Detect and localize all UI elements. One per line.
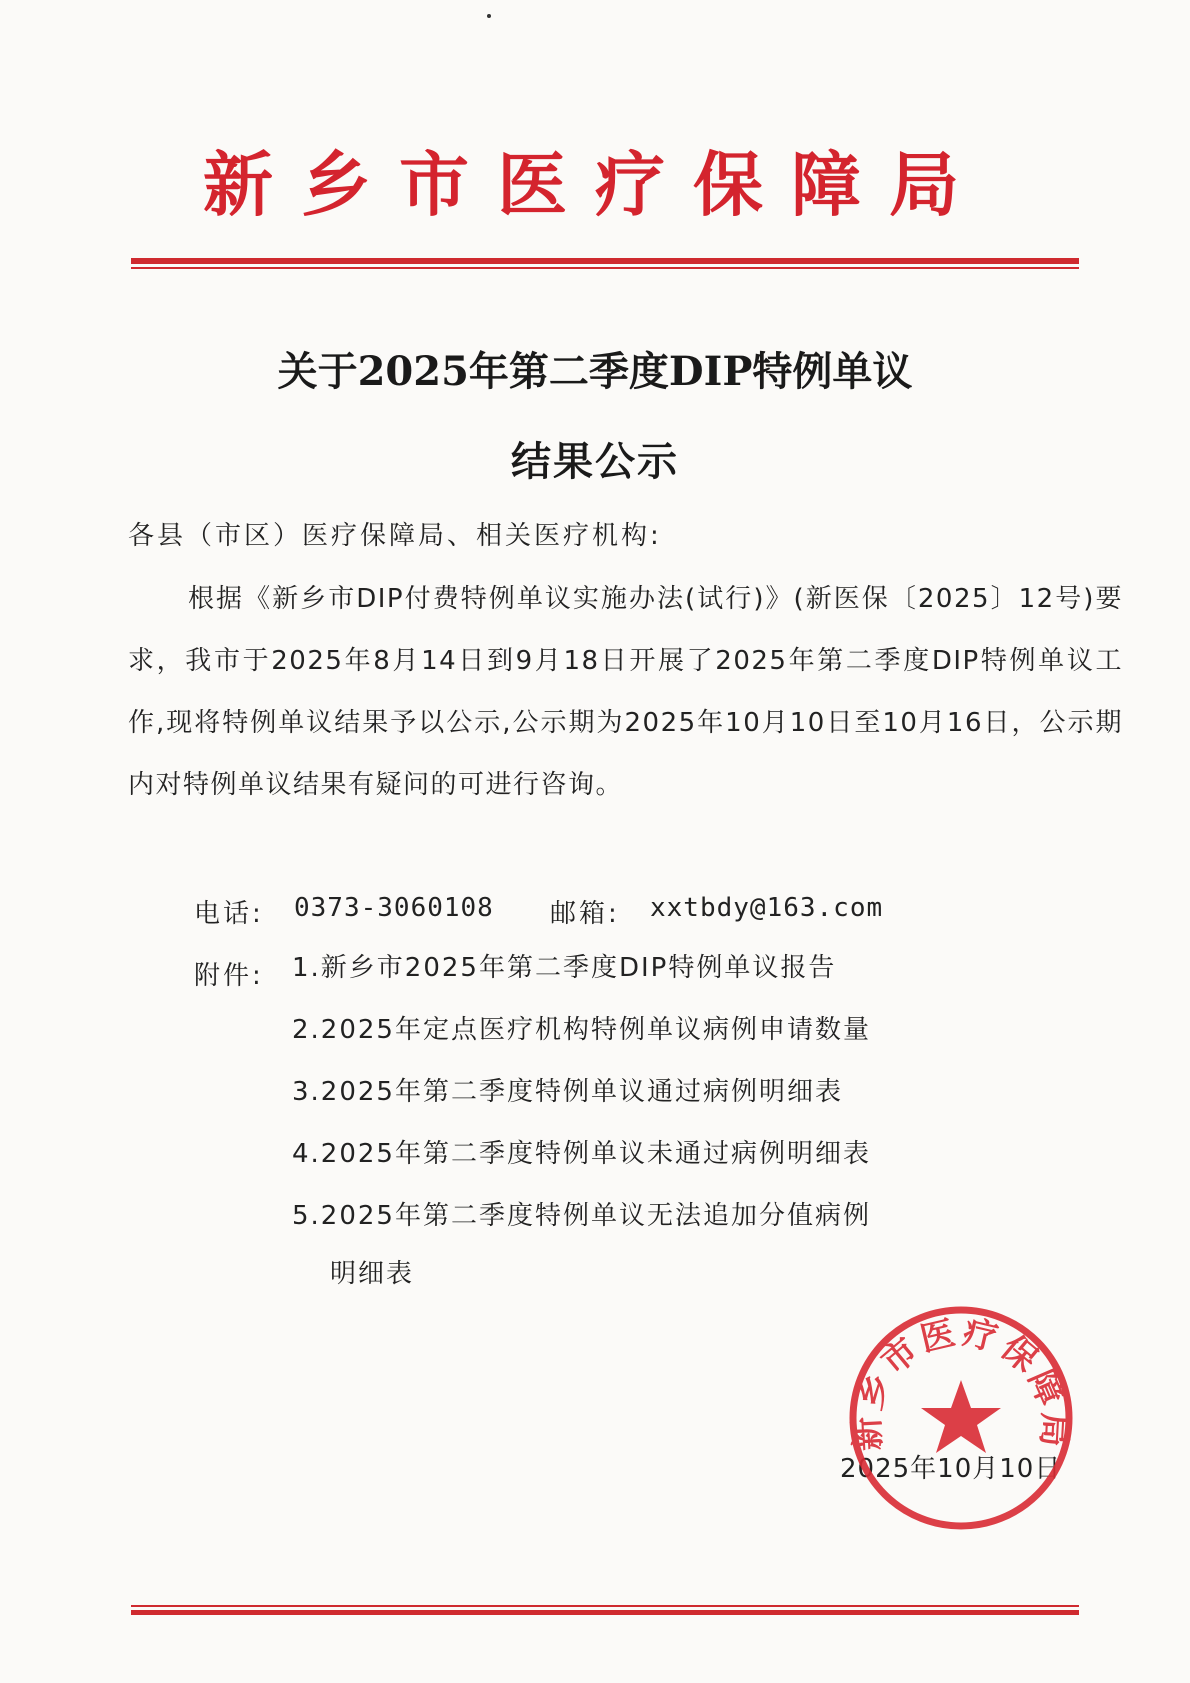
attachment-item: 3.2025年第二季度特例单议通过病例明细表 — [292, 1077, 843, 1107]
issue-date: 2025年10月10日 — [840, 1454, 1062, 1484]
seal-star-icon — [921, 1380, 1001, 1453]
attachments-list — [292, 955, 871, 1265]
document-title-line2: 结果公示 — [511, 438, 679, 485]
salutation: 各县（市区）医疗保障局、相关医疗机构: — [128, 521, 662, 551]
official-seal — [845, 1302, 1077, 1534]
email-label: 邮箱: — [550, 899, 620, 929]
footer-red-rule-thin — [131, 1605, 1079, 1607]
contact-row — [194, 893, 884, 930]
header-red-rule-thick — [131, 258, 1079, 264]
phone-number: 0373-3060108 — [294, 893, 494, 923]
attachments-label: 附件: — [194, 961, 264, 991]
attachment-item: 4.2025年第二季度特例单议未通过病例明细表 — [292, 1139, 871, 1169]
scan-speck — [487, 14, 491, 18]
email-address: xxtbdy@163.com — [650, 893, 884, 923]
attachment-item: 5.2025年第二季度特例单议无法追加分值病例 — [292, 1201, 871, 1231]
attachment-item: 2.2025年定点医疗机构特例单议病例申请数量 — [292, 1015, 871, 1045]
seal-text: 新乡市医疗保障局 — [847, 1312, 1075, 1452]
attachment-item-5-continued: 明细表 — [330, 1259, 415, 1289]
document-title-line1: 关于2025年第二季度DIP特例单议 — [277, 348, 913, 395]
body-paragraph: 根据《新乡市DIP付费特例单议实施办法(试行)》(新医保〔2025〕12号)要求，我市于2025年8月14日到9月18日开展了2025年第二季度DIP特例单议工作,现将特例单议结果予以公示,公示期为2025年10月10日至10月16日，公示期内对特例单议结果有疑问的可进行咨询。 — [128, 584, 1123, 800]
footer-red-rule-thick — [131, 1610, 1079, 1615]
header-red-rule-thin — [131, 267, 1079, 269]
attachment-item: 1.新乡市2025年第二季度DIP特例单议报告 — [292, 953, 837, 983]
agency-header: 新乡市医疗保障局 — [203, 143, 987, 226]
phone-label: 电话: — [194, 899, 264, 929]
